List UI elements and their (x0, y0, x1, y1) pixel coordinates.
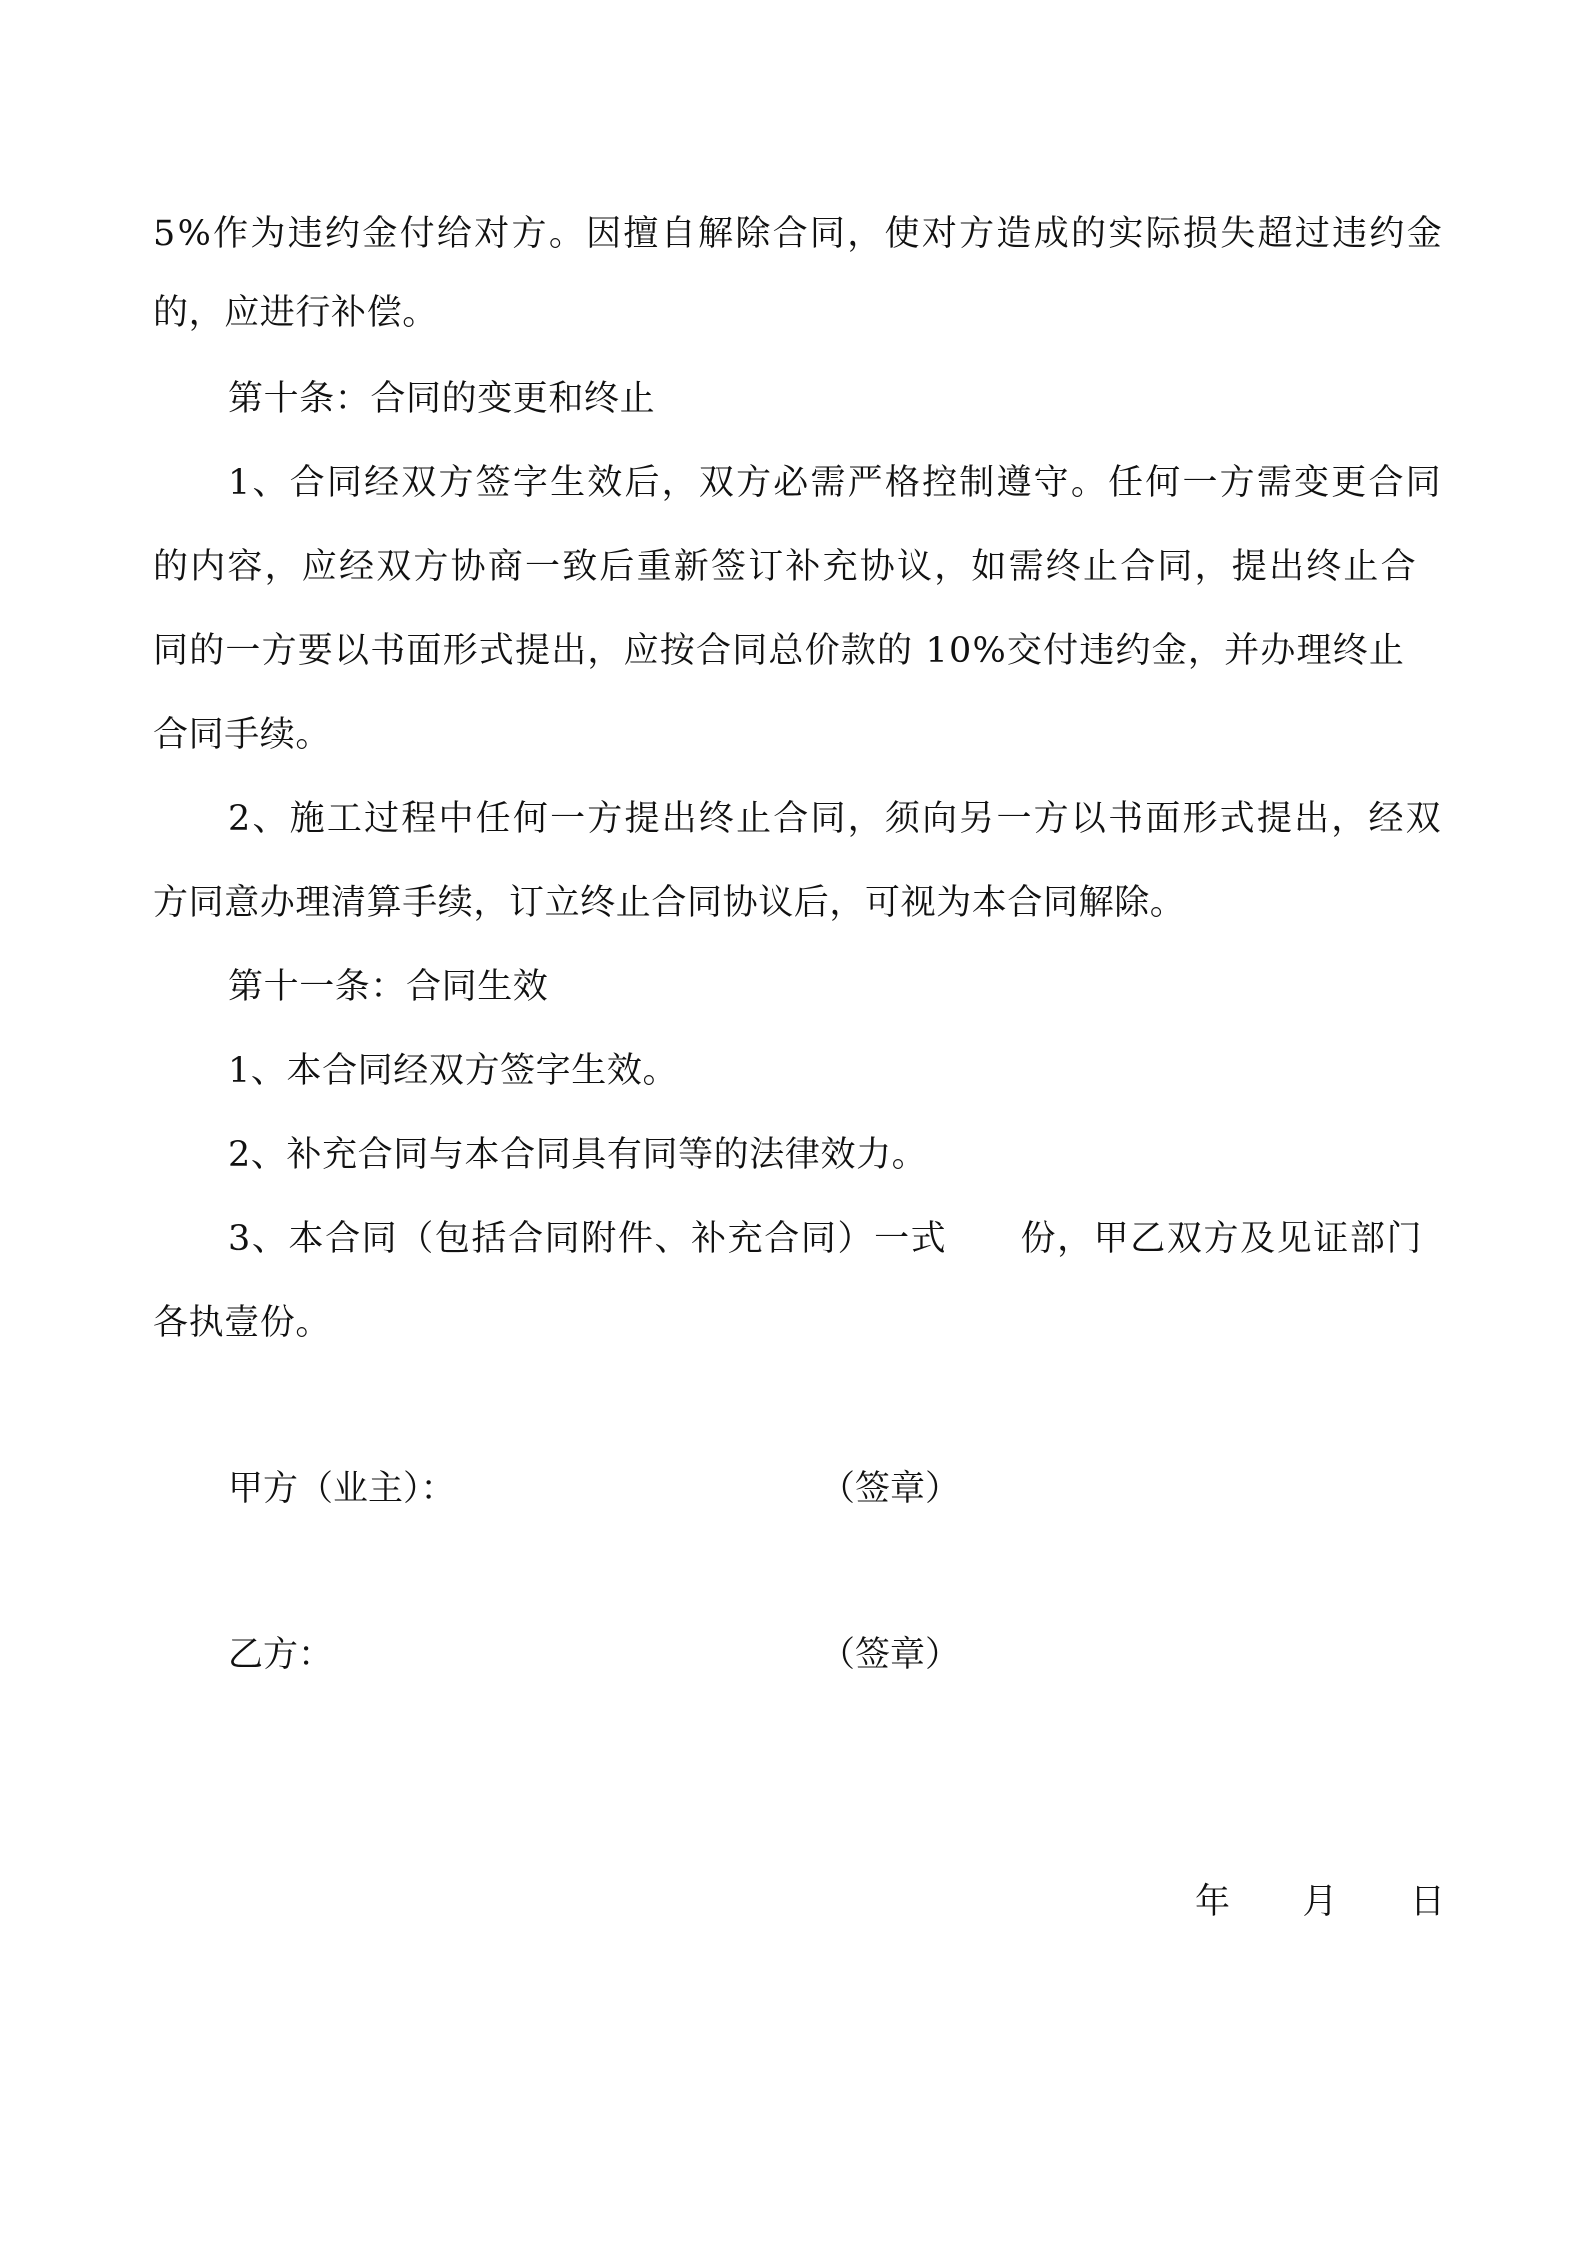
paragraph-line: 1、合同经双方签字生效后，双方必需严格控制遵守。任何一方需变更合同 (228, 463, 1443, 503)
paragraph-line: 合同手续。 (153, 715, 332, 755)
paragraph-line: 同的一方要以书面形式提出，应按合同总价款的 10%交付违约金，并办理终止 (153, 631, 1406, 671)
text-line: 5%作为违约金付给对方。因擅自解除合同，使对方造成的实际损失超过违约金 (153, 214, 1445, 254)
date-year: 年 (1195, 1882, 1231, 1922)
list-item: 1、本合同经双方签字生效。 (228, 1051, 679, 1091)
party-b-label: 乙方： (228, 1635, 334, 1675)
date-month: 月 (1302, 1882, 1338, 1922)
party-a-label: 甲方（业主）： (228, 1469, 456, 1509)
paragraph-line: 的，应进行补偿。 (153, 293, 438, 333)
paragraph-line (153, 212, 1443, 256)
article-heading: 第十条：合同的变更和终止 (228, 379, 656, 419)
paragraph-line: 方同意办理清算手续，订立终止合同协议后，可视为本合同解除。 (153, 883, 1186, 923)
paragraph-line: 2、施工过程中任何一方提出终止合同，须向另一方以书面形式提出，经双 (228, 799, 1443, 839)
paragraph-line: 各执壹份。 (153, 1303, 332, 1343)
article-heading: 第十一条：合同生效 (228, 967, 549, 1007)
paragraph-line: 的内容，应经双方协商一致后重新签订补充协议，如需终止合同，提出终止合 (153, 547, 1418, 587)
list-item: 3、本合同（包括合同附件、补充合同）一式 份，甲乙双方及见证部门 (228, 1219, 1424, 1259)
party-b-seal: （签章） (820, 1635, 961, 1675)
party-a-seal: （签章） (820, 1469, 961, 1509)
signature-date (1195, 1880, 1445, 1924)
list-item: 2、补充合同与本合同具有同等的法律效力。 (228, 1135, 928, 1175)
date-day: 日 (1409, 1882, 1445, 1922)
